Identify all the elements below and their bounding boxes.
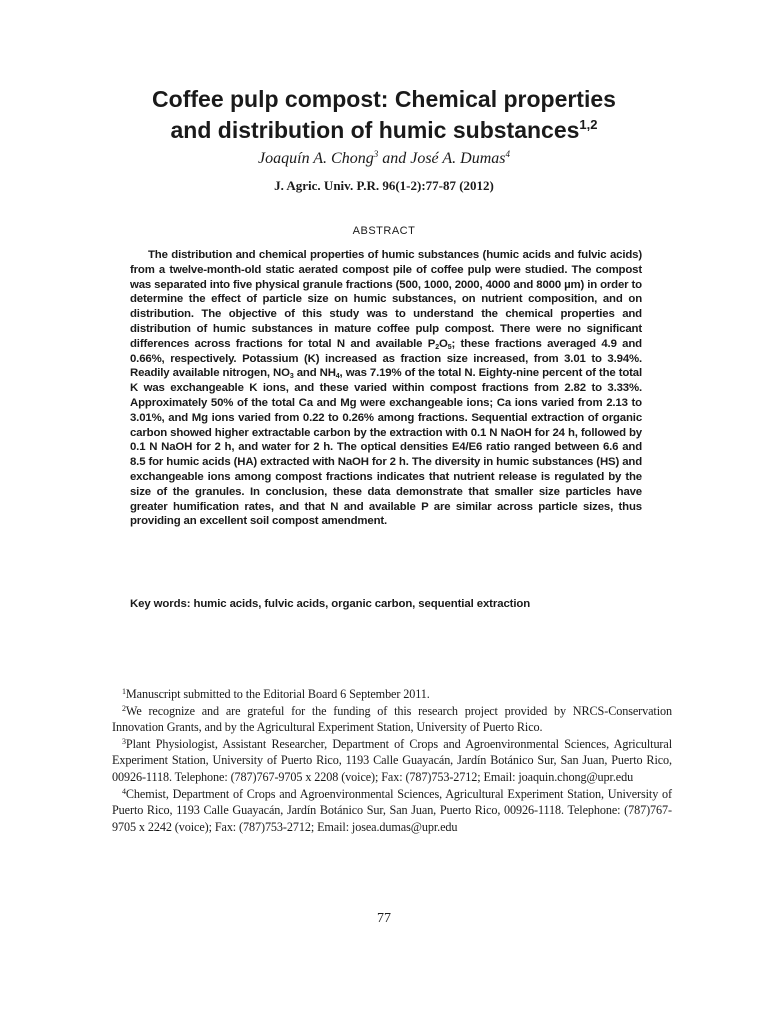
abstract-text-4: , was 7.19% of the total N. Eighty-nine percent of the total K was exchangeable K ions, and these varied within compost fractions from 2.82 to 3.33%. Approximately 50% of the total Ca and Mg were exchangeable ions; Ca ions varied from 2.13 to 3.01%, and Mg ions varied from 0.22 to 0.26% among fractions. Sequential extraction of organic carbon showed higher extractable carbon by the extraction with 0.1 N NaOH for 24 h, followed by 0.1 N NaOH for 2 h, and water for 2 h. The optical densities E4/E6 ratio ranged between 6.6 and 8.5 for humic acids (HA) extracted with NaOH for 2 h. The diversity in humic substances (HS) and exchangeable ions among compost fractions indicates that nutrient release is regulated by the size of the granules. In conclusion, these data demonstrate that smaller size particles have greater humification rates, and that N and available P are similar across particle sizes, thus providing an excellent soil compost amendment. — [130, 367, 642, 528]
journal-citation: J. Agric. Univ. P.R. 96(1-2):77-87 (2012) — [274, 178, 494, 193]
abstract-sub-nh4: 4 — [335, 373, 340, 381]
footnote-4 — [112, 786, 672, 836]
author-dumas: José A. Dumas — [410, 150, 506, 167]
footnote-4-mark: 4 — [122, 786, 126, 796]
footnote-2-mark: 2 — [122, 703, 126, 713]
footnotes — [112, 686, 672, 835]
abstract-text-2: ; these fractions averaged 4.9 and 0.66%, respectively. Potassium (K) increased as fraction size increased, from 3.01 to 3.94%. Readily available nitrogen, NO — [130, 337, 642, 380]
page-number: 77 — [377, 911, 391, 926]
footnote-3 — [112, 736, 672, 786]
title-line-1: Coffee pulp compost: Chemical properties — [152, 86, 616, 112]
footnote-2 — [112, 703, 672, 736]
abstract-heading: ABSTRACT — [352, 225, 416, 237]
abstract-sub-o5: 5 — [447, 343, 452, 351]
title-line-2: and distribution of humic substances — [170, 117, 580, 143]
abstract-sub-no3: 3 — [289, 373, 294, 381]
footnote-4-text: Chemist, Department of Crops and Agroenvironmental Sciences, Agricultural Experiment Station, University of Puerto Rico, 1193 Calle Guayacán, Jardín Botánico Sur, San Juan, Puerto Rico, 00926-1118. Telephone: (787)767-9705 x 2242 (voice); Fax: (787)753-2712; Email: josea.dumas@upr.edu — [112, 786, 672, 834]
footnote-3-mark: 3 — [122, 736, 126, 746]
footnote-1-text: Manuscript submitted to the Editorial Board 6 September 2011. — [125, 687, 430, 701]
author-conjunction: and — [378, 150, 411, 167]
abstract-sub-p2: 2 — [435, 343, 439, 351]
abstract-text-3: and NH — [293, 367, 336, 380]
footnote-1 — [112, 686, 672, 703]
author-dumas-mark: 4 — [505, 149, 510, 159]
paper-title — [100, 84, 668, 146]
title-footnote-marks: 1,2 — [579, 117, 598, 132]
abstract-o-char: O — [438, 337, 448, 350]
footnote-1-mark: 1 — [122, 687, 126, 696]
footnote-3-text: Plant Physiologist, Assistant Researcher, Department of Crops and Agroenvironmental Sciences, Agricultural Experiment Station, University of Puerto Rico, 1193 Calle Guayacán, Jardín Botánico Sur, San Juan, Puerto Rico, 00926-1118. Telephone: (787)767-9705 x 2208 (voice); Fax: (787)753-2712; Email: joaquin.chong@upr.edu — [112, 736, 672, 784]
abstract-text-1: The distribution and chemical properties of humic substances (humic acids and fulvic acids) from a twelve-month-old static aerated compost pile of coffee pulp were studied. The compost was separated into five physical granule fractions (500, 1000, 2000, 4000 and 8000 µm) in order to determine the effect of particle size on humic substances, on nutrient composition, and on distribution. The objective of this study was to understand the chemical properties and distribution of humic substances in mature coffee pulp compost. There were no significant differences across fractions for total N and available P — [130, 249, 642, 350]
keywords: Key words: humic acids, fulvic acids, organic carbon, sequential extraction — [130, 598, 531, 610]
footnote-2-text: We recognize and are grateful for the funding of this research project provided by NRCS-Conservation Innovation Grants, and by the Agricultural Experiment Station, University of Puerto Rico. — [112, 703, 672, 735]
author-line — [100, 149, 668, 169]
author-chong-mark: 3 — [373, 149, 379, 159]
abstract-body — [130, 248, 642, 529]
author-chong: Joaquín A. Chong — [258, 150, 374, 167]
